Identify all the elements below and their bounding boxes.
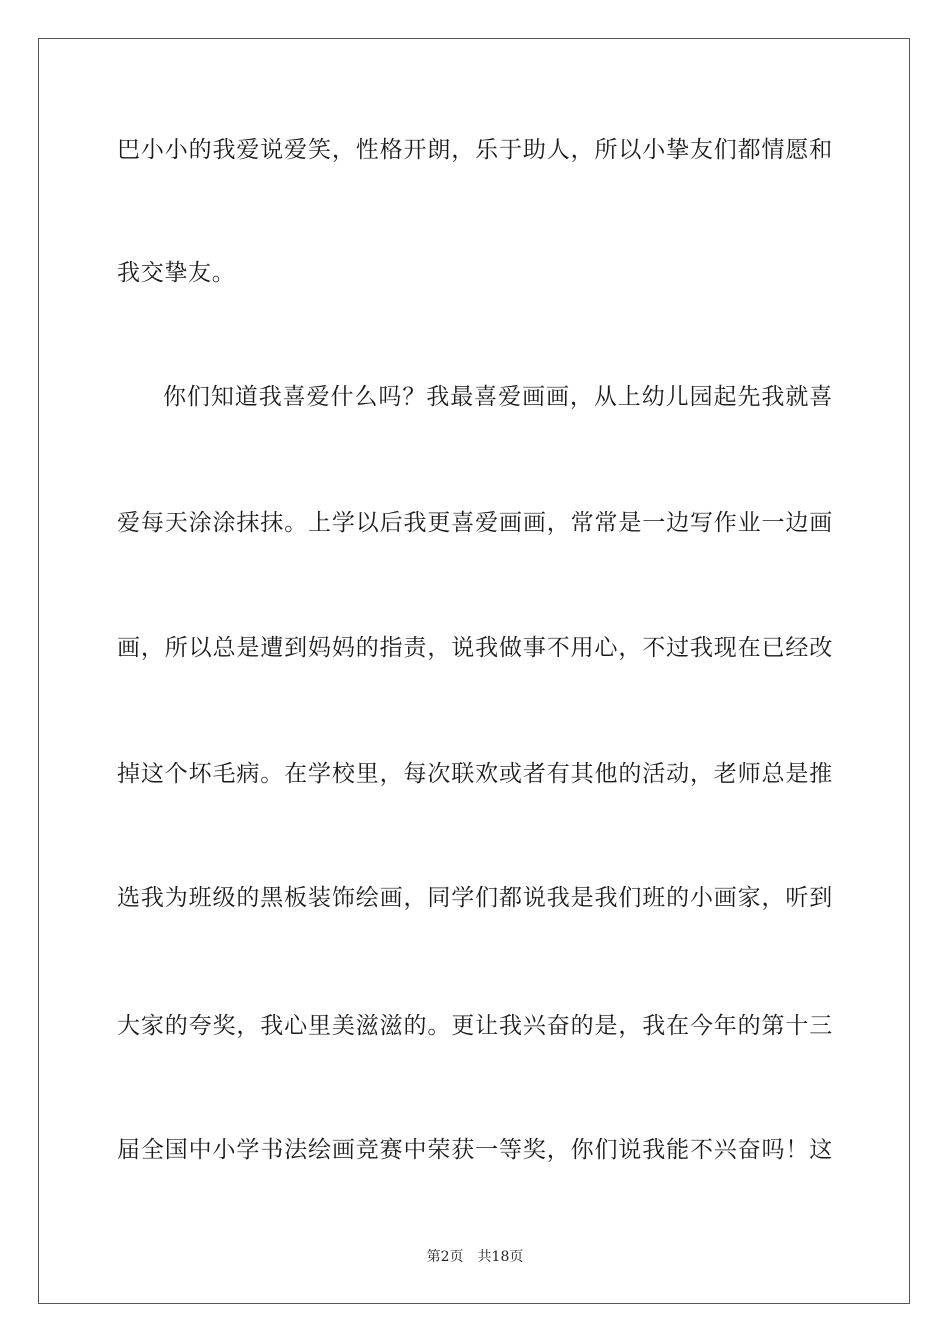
paragraph-line: 届全国中小学书法绘画竞赛中荣获一等奖，你们说我能不兴奋吗！这	[117, 1137, 833, 1163]
paragraph-line: 选我为班级的黑板装饰绘画，同学们都说我是我们班的小画家，听到	[117, 885, 833, 911]
paragraph-line: 大家的夸奖，我心里美滋滋的。更让我兴奋的是，我在今年的第十三	[117, 1013, 833, 1039]
paragraph-line: 掉这个坏毛病。在学校里，每次联欢或者有其他的活动，老师总是推	[117, 761, 833, 787]
page-total: 共18页	[477, 1249, 524, 1265]
page-number: 第2页	[426, 1249, 464, 1265]
page-footer	[0, 1248, 950, 1266]
paragraph-line: 巴小小的我爱说爱笑，性格开朗，乐于助人，所以小挚友们都情愿和	[117, 137, 833, 163]
paragraph-line: 爱每天涂涂抹抹。上学以后我更喜爱画画，常常是一边写作业一边画	[117, 510, 833, 536]
paragraph-line: 画，所以总是遭到妈妈的指责，说我做事不用心，不过我现在已经改	[117, 635, 833, 661]
paragraph-line: 你们知道我喜爱什么吗？我最喜爱画画，从上幼儿园起先我就喜	[163, 384, 833, 410]
page-border	[38, 38, 910, 1304]
paragraph-line: 我交挚友。	[117, 260, 236, 286]
